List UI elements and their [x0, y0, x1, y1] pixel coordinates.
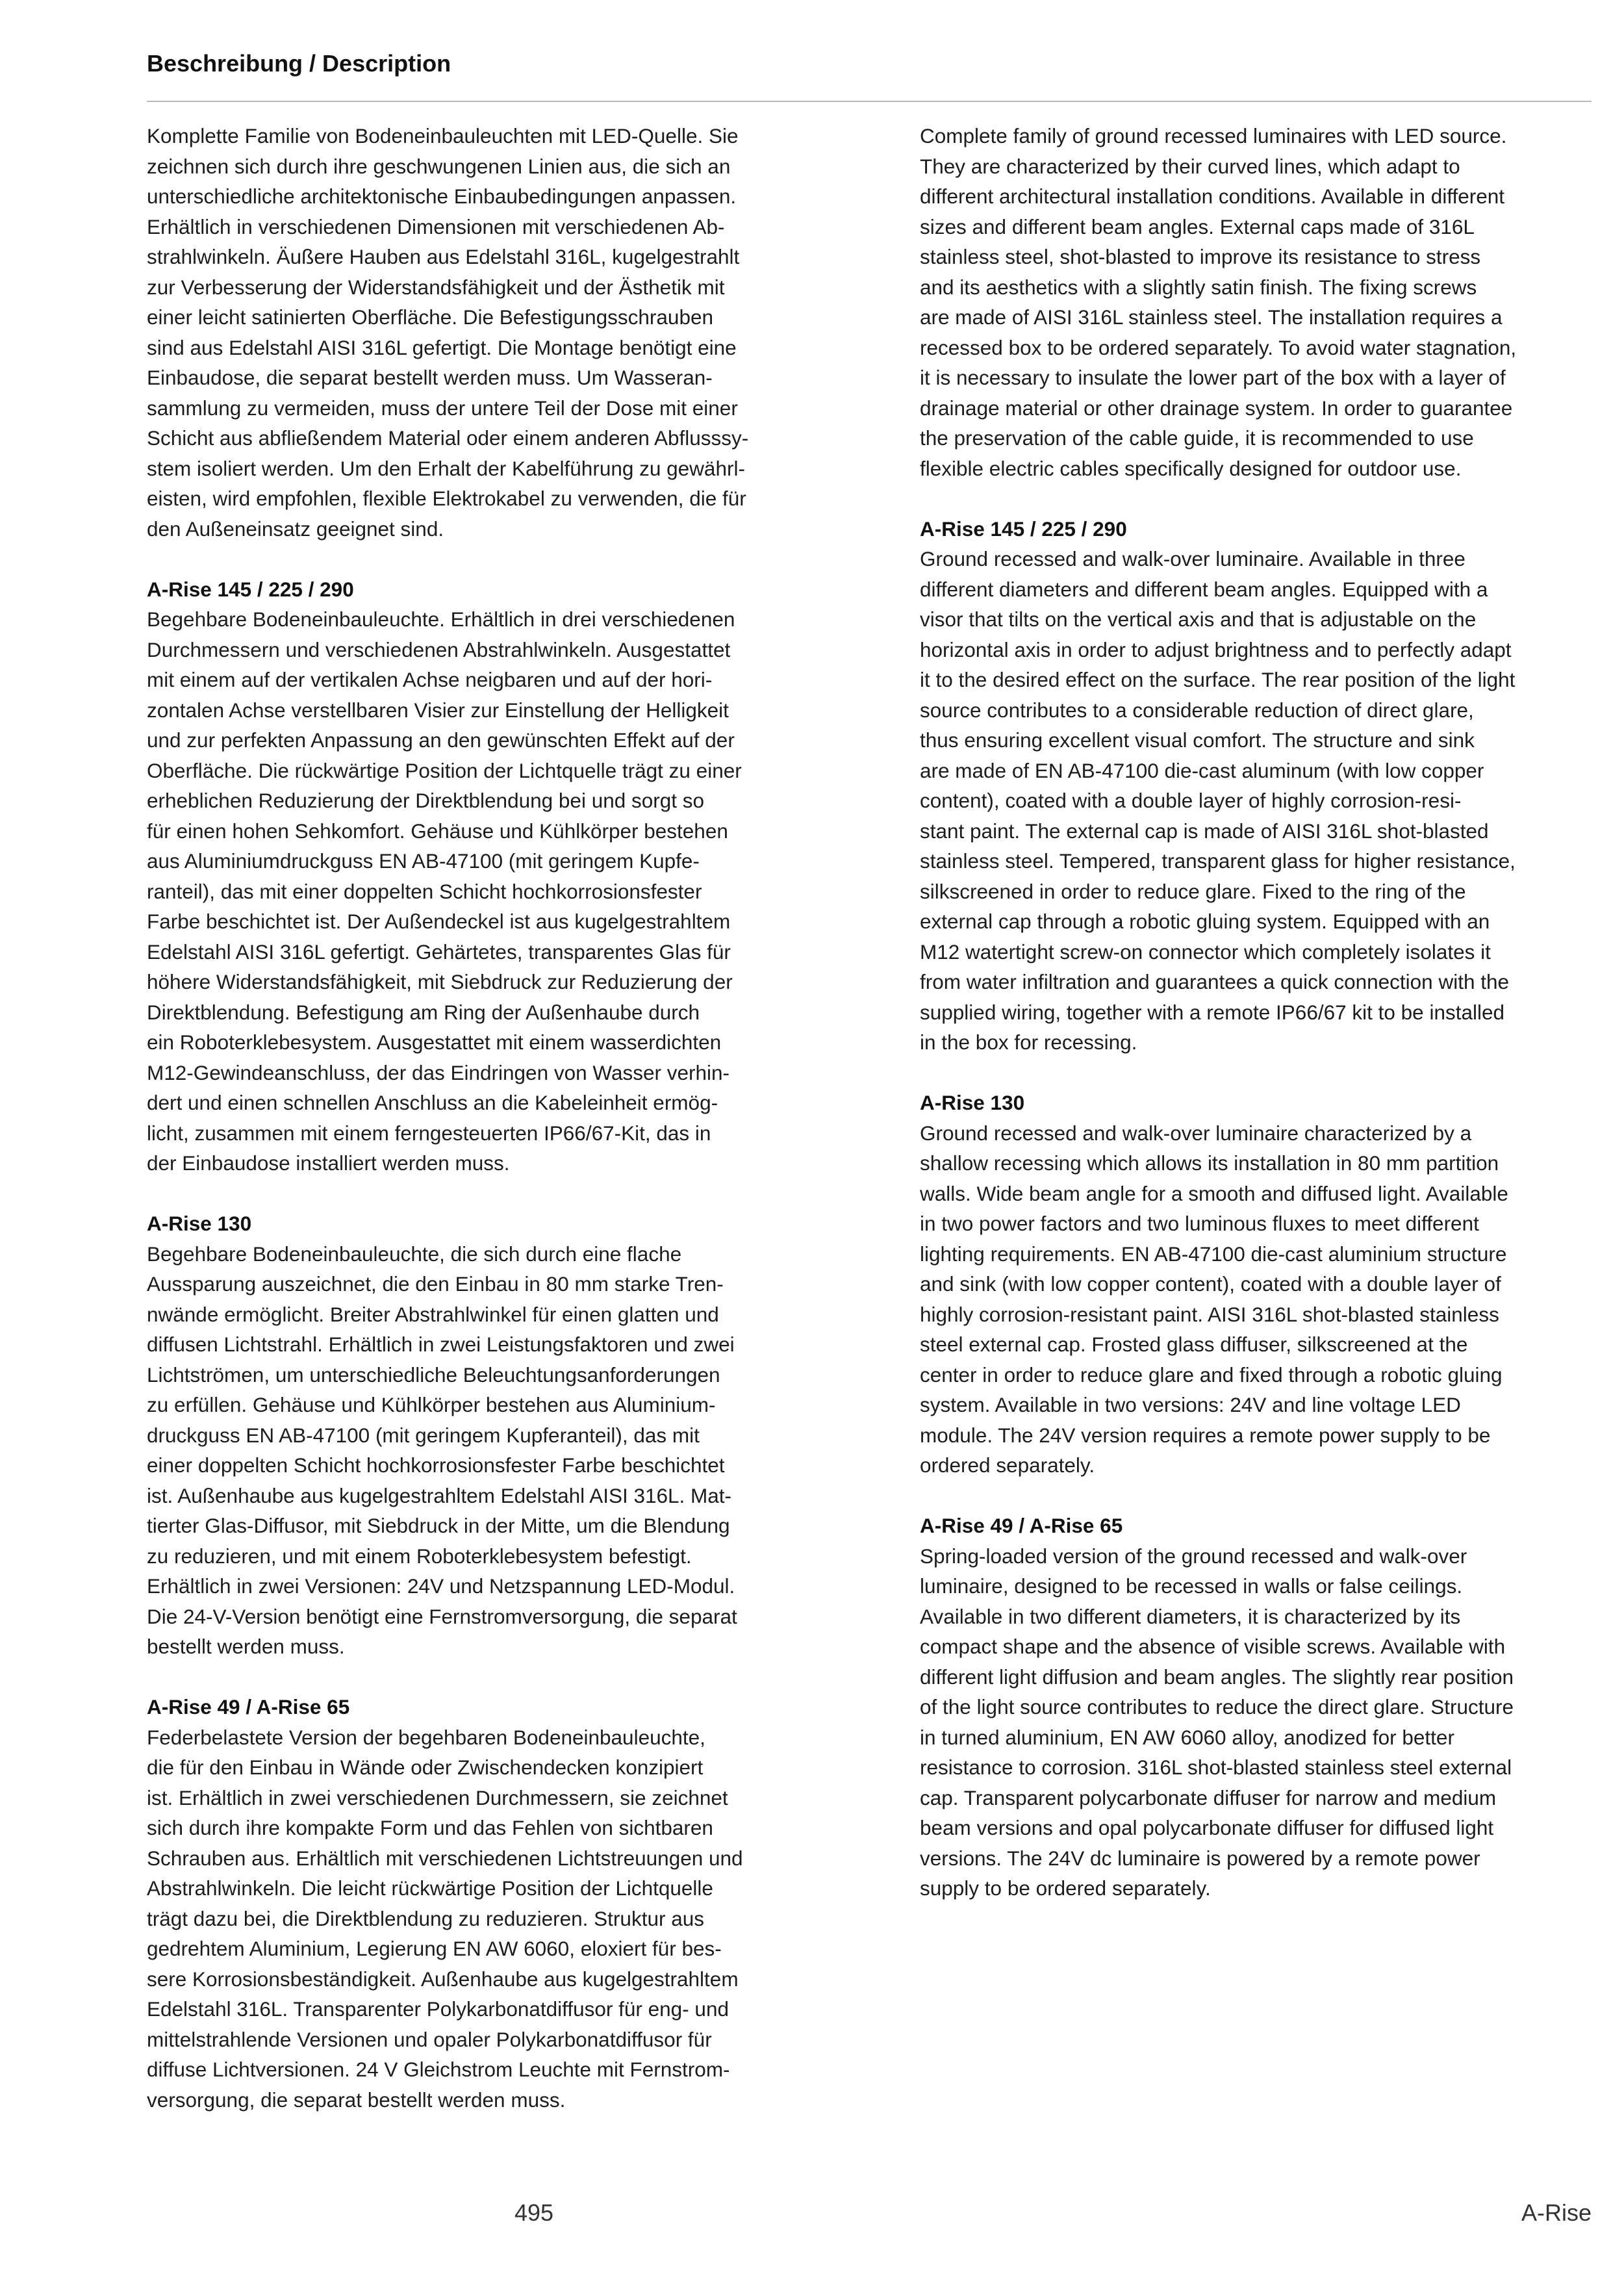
text-line: horizontal axis in order to adjust brightness and to perfectly adapt — [920, 637, 1512, 661]
text-line: dert und einen schnellen Anschluss an die Kabeleinheit ermög- — [147, 1091, 718, 1114]
text-line: zontalen Achse verstellbaren Visier zur Einstellung der Helligkeit — [147, 698, 729, 722]
text-line: resistance to corrosion. 316L shot-blasted stainless steel external — [920, 1756, 1512, 1779]
text-line: different light diffusion and beam angles. The slightly rear position — [920, 1665, 1514, 1689]
english-column — [920, 121, 1595, 1934]
text-line: Available in two different diameters, it is characterized by its — [920, 1604, 1461, 1628]
text-line: zu erfüllen. Gehäuse und Kühlkörper bestehen aus Aluminium- — [147, 1393, 716, 1416]
section-body — [920, 1118, 1595, 1481]
text-line: lighting requirements. EN AB-47100 die-cast aluminium structure — [920, 1242, 1507, 1266]
text-line: druckguss EN AB-47100 (mit geringem Kupferanteil), das mit — [147, 1423, 700, 1447]
text-line: unterschiedliche architektonische Einbaubedingungen anpassen. — [147, 185, 737, 208]
text-line: sich durch ihre kompakte Form und das Fehlen von sichtbaren — [147, 1816, 713, 1839]
page-title: Beschreibung / Description — [147, 50, 451, 77]
section-heading: A-Rise 130 — [920, 1091, 1025, 1114]
english-section-arise-130 — [920, 1088, 1595, 1481]
text-line: supply to be ordered separately. — [920, 1876, 1211, 1900]
text-line: mit einem auf der vertikalen Achse neigbaren und auf der hori- — [147, 668, 713, 691]
text-line: stem isoliert werden. Um den Erhalt der Kabelführung zu gewährl- — [147, 456, 745, 480]
text-line: der Einbaudose installiert werden muss. — [147, 1151, 510, 1175]
text-line: M12-Gewindeanschluss, der das Eindringen von Wasser verhin- — [147, 1060, 730, 1084]
text-line: luminaire, designed to be recessed in walls or false ceilings. — [920, 1574, 1463, 1598]
english-section-arise-145-225-290 — [920, 514, 1595, 1058]
text-line: Komplette Familie von Bodeneinbauleuchten mit LED-Quelle. Sie — [147, 124, 739, 147]
text-line: highly corrosion-resistant paint. AISI 316L shot-blasted stainless — [920, 1302, 1499, 1326]
text-line: licht, zusammen mit einem ferngesteuerten IP66/67-Kit, das in — [147, 1121, 711, 1145]
text-line: ordered separately. — [920, 1453, 1095, 1477]
text-line: Die 24-V-Version benötigt eine Fernstromversorgung, die separat — [147, 1604, 737, 1628]
text-line: Lichtströmen, um unterschiedliche Beleuchtungsanforderungen — [147, 1362, 720, 1386]
text-line: flexible electric cables specifically designed for outdoor use. — [920, 456, 1462, 480]
text-line: in turned aluminium, EN AW 6060 alloy, anodized for better — [920, 1725, 1454, 1749]
text-line: ist. Außenhaube aus kugelgestrahltem Edelstahl AISI 316L. Mat- — [147, 1483, 732, 1507]
text-line: nwände ermöglicht. Breiter Abstrahlwinkel für einen glatten und — [147, 1302, 719, 1326]
text-line: Direktblendung. Befestigung am Ring der Außenhaube durch — [147, 1000, 700, 1024]
text-line: in the box for recessing. — [920, 1030, 1137, 1054]
text-line: mittelstrahlende Versionen und opaler Polykarbonatdiffusor für — [147, 2027, 712, 2051]
text-line: Schrauben aus. Erhältlich mit verschiedenen Lichtstreuungen und — [147, 1846, 743, 1870]
text-line: and sink (with low copper content), coated with a double layer of — [920, 1272, 1501, 1296]
text-line: different diameters and different beam angles. Equipped with a — [920, 577, 1488, 601]
text-line: cap. Transparent polycarbonate diffuser for narrow and medium — [920, 1785, 1497, 1809]
text-line: Aussparung auszeichnet, die den Einbau in 80 mm starke Tren- — [147, 1272, 724, 1296]
text-line: Durchmessern und verschiedenen Abstrahlwinkeln. Ausgestattet — [147, 637, 731, 661]
text-line: die für den Einbau in Wände oder Zwischendecken konzipiert — [147, 1756, 704, 1779]
text-line: Erhältlich in verschiedenen Dimensionen mit verschiedenen Ab- — [147, 214, 725, 238]
section-heading: A-Rise 130 — [147, 1212, 252, 1235]
text-line: external cap through a robotic gluing system. Equipped with an — [920, 910, 1490, 933]
text-line: center in order to reduce glare and fixed through a robotic gluing — [920, 1362, 1503, 1386]
text-line: höhere Widerstandsfähigkeit, mit Siebdruck zur Reduzierung der — [147, 970, 733, 993]
text-line: Einbaudose, die separat bestellt werden muss. Um Wasseran- — [147, 366, 713, 389]
text-line: stainless steel, shot-blasted to improve its resistance to stress — [920, 245, 1481, 268]
text-line: Abstrahlwinkeln. Die leicht rückwärtige Position der Lichtquelle — [147, 1876, 713, 1900]
text-line: Erhältlich in zwei Versionen: 24V und Netzspannung LED-Modul. — [147, 1574, 735, 1598]
text-line: content), coated with a double layer of highly corrosion-resi- — [920, 789, 1462, 812]
text-line: system. Available in two versions: 24V and line voltage LED — [920, 1393, 1461, 1416]
text-line: different architectural installation conditions. Available in different — [920, 185, 1505, 208]
text-line: in two power factors and two luminous fluxes to meet different — [920, 1212, 1479, 1235]
text-line: sind aus Edelstahl AISI 316L gefertigt. Die Montage benötigt eine — [147, 335, 737, 359]
text-line: gedrehtem Aluminium, Legierung EN AW 6060, eloxiert für bes- — [147, 1937, 722, 1960]
section-body — [920, 544, 1595, 1058]
text-line: aus Aluminiumdruckguss EN AB-47100 (mit geringem Kupfe- — [147, 849, 700, 873]
text-line: ein Roboterklebesystem. Ausgestattet mit einem wasserdichten — [147, 1030, 722, 1054]
text-line: silkscreened in order to reduce glare. Fixed to the ring of the — [920, 879, 1466, 903]
text-line: einer doppelten Schicht hochkorrosionsfester Farbe beschichtet — [147, 1453, 725, 1477]
section-heading: A-Rise 49 / A-Rise 65 — [920, 1514, 1123, 1537]
text-line: supplied wiring, together with a remote IP66/67 kit to be installed — [920, 1000, 1505, 1024]
text-line: steel external cap. Frosted glass diffuser, silkscreened at the — [920, 1333, 1468, 1356]
text-line: it is necessary to insulate the lower part of the box with a layer of — [920, 366, 1506, 389]
text-line: recessed box to be ordered separately. To avoid water stagnation, — [920, 335, 1517, 359]
text-line: module. The 24V version requires a remote power supply to be — [920, 1423, 1491, 1447]
text-line: Schicht aus abfließendem Material oder einem anderen Abflusssy- — [147, 426, 749, 450]
footer-product-name: A-Rise — [1521, 2199, 1592, 2226]
text-line: zeichnen sich durch ihre geschwungenen Linien aus, die sich an — [147, 154, 731, 178]
text-line: versions. The 24V dc luminaire is powered by a remote power — [920, 1846, 1480, 1870]
text-line: den Außeneinsatz geeignet sind. — [147, 517, 444, 541]
text-line: Federbelastete Version der begehbaren Bodeneinbauleuchte, — [147, 1725, 705, 1749]
text-line: compact shape and the absence of visible screws. Available with — [920, 1635, 1506, 1658]
section-heading: A-Rise 145 / 225 / 290 — [147, 577, 354, 601]
text-line: Ground recessed and walk-over luminaire. Available in three — [920, 547, 1465, 570]
text-line: zur Verbesserung der Widerstandsfähigkeit und der Ästhetik mit — [147, 275, 725, 299]
title-divider — [147, 101, 1592, 102]
text-line: Spring-loaded version of the ground recessed and walk-over — [920, 1544, 1467, 1568]
text-line: strahlwinkeln. Äußere Hauben aus Edelstahl 316L, kugelgestrahlt — [147, 245, 740, 268]
text-line: and its aesthetics with a slightly satin finish. The fixing screws — [920, 275, 1477, 299]
text-line: Farbe beschichtet ist. Der Außendeckel ist aus kugelgestrahltem — [147, 910, 731, 933]
text-line: walls. Wide beam angle for a smooth and diffused light. Available — [920, 1181, 1508, 1205]
text-line: Begehbare Bodeneinbauleuchte, die sich durch eine flache — [147, 1242, 682, 1266]
text-line: the preservation of the cable guide, it is recommended to use — [920, 426, 1474, 450]
text-line: erheblichen Reduzierung der Direktblendung bei und sorgt so — [147, 789, 705, 812]
german-section-arise-145-225-290 — [147, 574, 822, 1179]
text-line: are made of AISI 316L stainless steel. The installation requires a — [920, 305, 1503, 329]
page-number: 495 — [514, 2199, 554, 2226]
german-intro — [147, 121, 822, 544]
text-line: Begehbare Bodeneinbauleuchte. Erhältlich in drei verschiedenen — [147, 607, 735, 631]
text-line: stant paint. The external cap is made of AISI 316L shot-blasted — [920, 819, 1489, 843]
text-line: ranteil), das mit einer doppelten Schicht hochkorrosionsfester — [147, 879, 702, 903]
text-line: shallow recessing which allows its installation in 80 mm partition — [920, 1151, 1499, 1175]
text-line: bestellt werden muss. — [147, 1635, 345, 1658]
english-intro — [920, 121, 1595, 483]
text-line: it to the desired effect on the surface. The rear position of the light — [920, 668, 1516, 691]
text-line: diffuse Lichtversionen. 24 V Gleichstrom Leuchte mit Fernstrom- — [147, 2058, 730, 2081]
german-section-arise-49-65 — [147, 1692, 822, 2115]
text-line: They are characterized by their curved lines, which adapt to — [920, 154, 1460, 178]
text-line: sammlung zu vermeiden, muss der untere Teil der Dose mit einer — [147, 396, 738, 420]
section-heading: A-Rise 145 / 225 / 290 — [920, 517, 1127, 541]
german-column — [147, 121, 822, 2145]
text-line: Complete family of ground recessed luminaires with LED source. — [920, 124, 1507, 147]
text-line: drainage material or other drainage system. In order to guarantee — [920, 396, 1513, 420]
english-section-arise-49-65 — [920, 1511, 1595, 1904]
text-line: tierter Glas-Diffusor, mit Siebdruck in der Mitte, um die Blendung — [147, 1514, 730, 1537]
text-line: are made of EN AB-47100 die-cast aluminum (with low copper — [920, 758, 1484, 782]
text-line: zu reduzieren, und mit einem Roboterklebesystem befestigt. — [147, 1544, 692, 1568]
text-line: Edelstahl 316L. Transparenter Polykarbonatdiffusor für eng- und — [147, 1997, 729, 2021]
section-heading: A-Rise 49 / A-Rise 65 — [147, 1695, 350, 1718]
text-line: Ground recessed and walk-over luminaire characterized by a — [920, 1121, 1472, 1145]
text-line: Edelstahl AISI 316L gefertigt. Gehärtetes, transparentes Glas für — [147, 939, 731, 964]
text-line: from water infiltration and guarantees a quick connection with the — [920, 970, 1510, 993]
text-line: eisten, wird empfohlen, flexible Elektrokabel zu verwenden, die für — [147, 487, 746, 510]
section-body — [147, 604, 822, 1179]
text-line: einer leicht satinierten Oberfläche. Die Befestigungsschrauben — [147, 305, 714, 329]
text-line: und zur perfekten Anpassung an den gewünschten Effekt auf der — [147, 728, 735, 752]
text-line: versorgung, die separat bestellt werden muss. — [147, 2088, 566, 2112]
text-line: ist. Erhältlich in zwei verschiedenen Durchmessern, sie zeichnet — [147, 1785, 728, 1809]
text-line: sere Korrosionsbeständigkeit. Außenhaube aus kugelgestrahltem — [147, 1967, 739, 1991]
text-line: source contributes to a considerable reduction of direct glare, — [920, 698, 1474, 722]
section-body — [147, 1239, 822, 1662]
text-line: visor that tilts on the vertical axis and that is adjustable on the — [920, 607, 1477, 631]
section-body — [147, 1722, 822, 2115]
german-section-arise-130 — [147, 1208, 822, 1662]
text-line: sizes and different beam angles. External caps made of 316L — [920, 214, 1475, 238]
text-line: stainless steel. Tempered, transparent glass for higher resistance, — [920, 849, 1516, 873]
text-line: diffusen Lichtstrahl. Erhältlich in zwei Leistungsfaktoren und zwei — [147, 1333, 735, 1356]
section-body — [920, 1541, 1595, 1904]
text-line: thus ensuring excellent visual comfort. The structure and sink — [920, 728, 1475, 752]
text-line: Oberfläche. Die rückwärtige Position der Lichtquelle trägt zu einer — [147, 758, 742, 782]
text-line: of the light source contributes to reduce the direct glare. Structure — [920, 1695, 1514, 1718]
text-line: M12 watertight screw-on connector which completely isolates it — [920, 939, 1491, 964]
text-line: beam versions and opal polycarbonate diffuser for diffused light — [920, 1816, 1494, 1839]
text-line: trägt dazu bei, die Direktblendung zu reduzieren. Struktur aus — [147, 1906, 704, 1930]
text-line: für einen hohen Sehkomfort. Gehäuse und Kühlkörper bestehen — [147, 819, 728, 843]
